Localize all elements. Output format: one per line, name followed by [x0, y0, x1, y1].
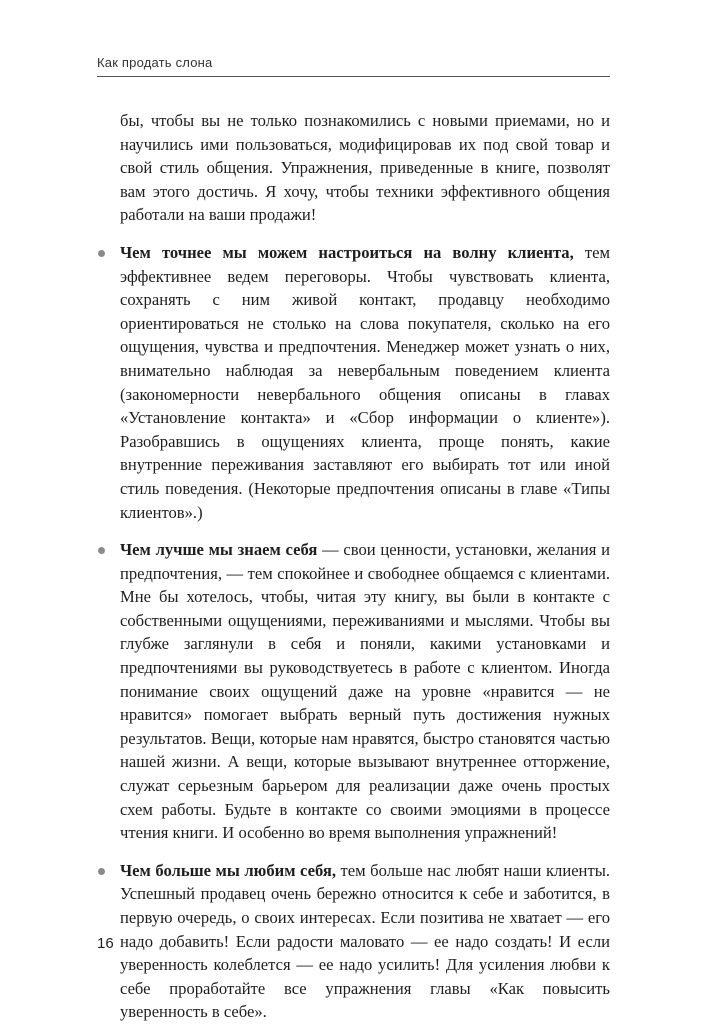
bullet-text: тем эффективнее ведем переговоры. Чтобы чувствовать клиента, сохранять с ним живой контакт, продавцу необходимо ориентироваться не столько на слова покупателя, сколько на его ощущения, чувства и предпочтения. Менеджер может узнать о них, внимательно наблюдая за невербальным поведением клиента (закономерности невербального общения описаны в главах «Установление контакта» и «Сбор информации о клиенте»). Разобравшись в ощущениях клиента, проще понять, какие внутренние переживания заставляют его выбирать тот или иной стиль поведения. (Некоторые предпочтения описаны в главе «Типы клиентов».) — [120, 242, 610, 522]
page-number: 16 — [97, 935, 114, 952]
bullet-dot-icon — [98, 868, 105, 875]
bullet-dot-icon — [98, 547, 105, 554]
bullet-item-1 — [120, 241, 610, 524]
bullet-item-3 — [120, 859, 610, 1024]
bullet-lead: Чем точнее мы можем настроиться на волну клиента, — [120, 242, 574, 262]
intro-paragraph: бы, чтобы вы не только познакомились с новыми приемами, но и научились ими пользоваться, модифицировав их под свой товар и свой стиль общения. Упражнения, приведенные в книге, позволят вам этого достичь. Я хочу, чтобы техники эффективного общения работали на ваши продажи! — [120, 111, 610, 225]
bullet-lead: Чем лучше мы знаем себя — [120, 540, 318, 560]
bullet-item-2 — [120, 538, 610, 845]
running-head-title: Как продать слона — [97, 55, 213, 70]
header-divider — [97, 76, 610, 77]
page-body — [120, 109, 610, 1024]
bullet-dot-icon — [98, 250, 105, 257]
bullet-lead: Чем больше мы любим себя, — [120, 860, 336, 880]
bullet-text: — свои ценности, установки, желания и предпочтения, — тем спокойнее и свободнее общаемся с клиентами. Мне бы хотелось, чтобы, читая эту книгу, вы были в контакте с собственными ощущениями, переживаниями и мыслями. Чтобы вы глубже заглянули в себя и поняли, какими установками и предпочтениями вы руководствуетесь в работе с клиентом. Иногда понимание своих ощущений даже на уровне «нравится — не нравится» помогает выбрать верный путь достижения нужных результатов. Вещи, которые нам нравятся, быстро становятся частью нашей жизни. А вещи, которые вызывают внутреннее отторжение, служат серьезным барьером для реализации даже очень простых схем работы. Будьте в контакте со своими эмоциями в процессе чтения книги. И особенно во время выполнения упражнений! — [120, 540, 610, 843]
bullet-text: тем больше нас любят наши клиенты. Успешный продавец очень бережно относится к себе и заботится, в первую очередь, о своих интересах. Если позитива не хватает — его надо добавить! Если радости маловато — ее надо создать! И если уверенность колеблется — ее надо усилить! Для усиления любви к себе проработайте все упражнения главы «Как повысить уверенность в себе». — [120, 860, 610, 1022]
